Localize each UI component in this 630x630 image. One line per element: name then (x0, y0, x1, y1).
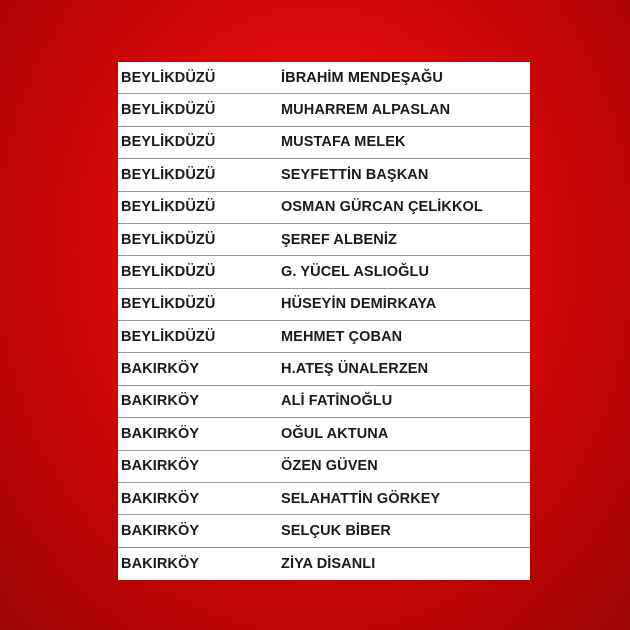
list-row (118, 321, 530, 353)
district-cell: BEYLİKDÜZÜ (121, 69, 216, 86)
district-cell: BAKIRKÖY (121, 393, 200, 410)
list-row (118, 224, 530, 256)
district-cell: BEYLİKDÜZÜ (121, 231, 216, 248)
name-cell: ALİ FATİNOĞLU (281, 393, 393, 410)
list-row (118, 451, 530, 483)
list-row (118, 418, 530, 450)
name-cell: MEHMET ÇOBAN (281, 328, 403, 345)
district-cell: BEYLİKDÜZÜ (121, 134, 216, 151)
name-cell: OSMAN GÜRCAN ÇELİKKOL (281, 199, 483, 216)
list-row (118, 386, 530, 418)
district-cell: BAKIRKÖY (121, 458, 200, 475)
name-cell: İBRAHİM MENDEŞAĞU (281, 69, 444, 86)
district-cell: BEYLİKDÜZÜ (121, 166, 216, 183)
name-cell: MUHARREM ALPASLAN (281, 102, 451, 119)
name-cell: SELÇUK BİBER (281, 522, 391, 539)
district-cell: BAKIRKÖY (121, 555, 200, 572)
list-row (118, 94, 530, 126)
name-cell: HÜSEYİN DEMİRKAYA (281, 296, 437, 313)
list-row (118, 483, 530, 515)
district-cell: BEYLİKDÜZÜ (121, 102, 216, 119)
list-row (118, 62, 530, 94)
list-row (118, 289, 530, 321)
name-cell: SELAHATTİN GÖRKEY (281, 490, 441, 507)
district-cell: BAKIRKÖY (121, 522, 200, 539)
district-cell: BEYLİKDÜZÜ (121, 199, 216, 216)
list-row (118, 192, 530, 224)
name-cell: ZİYA DİSANLI (281, 555, 376, 572)
name-cell: ÖZEN GÜVEN (281, 458, 378, 475)
list-row (118, 127, 530, 159)
list-row (118, 256, 530, 288)
district-cell: BAKIRKÖY (121, 425, 200, 442)
district-cell: BEYLİKDÜZÜ (121, 328, 216, 345)
name-cell: H.ATEŞ ÜNALERZEN (281, 361, 429, 378)
list-row (118, 353, 530, 385)
district-cell: BAKIRKÖY (121, 361, 200, 378)
list-row (118, 548, 530, 580)
list-row (118, 159, 530, 191)
district-cell: BEYLİKDÜZÜ (121, 263, 216, 280)
name-cell: G. YÜCEL ASLIOĞLU (281, 263, 430, 280)
name-cell: OĞUL AKTUNA (281, 425, 389, 442)
name-cell: SEYFETTİN BAŞKAN (281, 166, 429, 183)
candidate-list-sheet (118, 62, 530, 580)
district-cell: BEYLİKDÜZÜ (121, 296, 216, 313)
name-cell: MUSTAFA MELEK (281, 134, 406, 151)
district-cell: BAKIRKÖY (121, 490, 200, 507)
name-cell: ŞEREF ALBENİZ (281, 231, 397, 248)
list-row (118, 515, 530, 547)
